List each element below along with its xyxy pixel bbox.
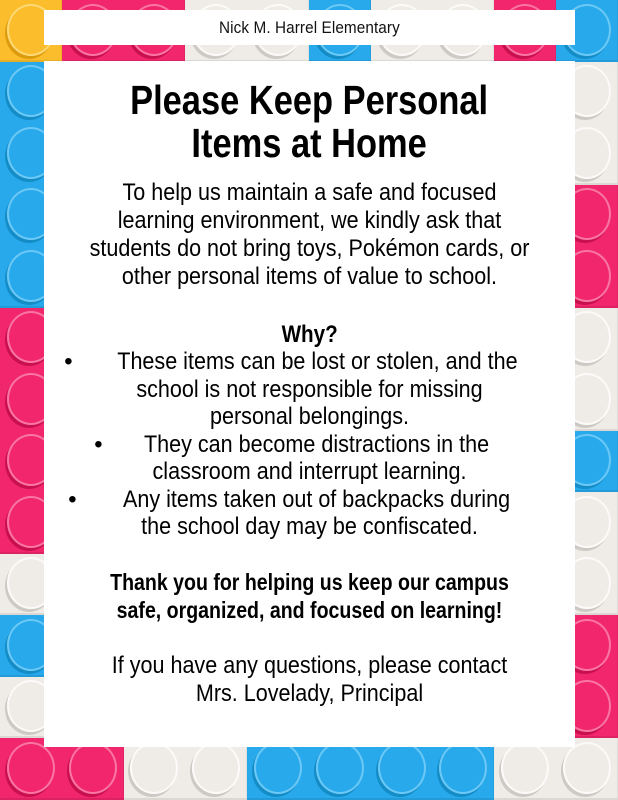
pink-brick <box>0 738 124 800</box>
bullet-icon: • <box>64 348 73 375</box>
contact-line: Mrs. Lovelady, Principal <box>195 680 424 707</box>
reason-line: Any items taken out of backpacks during <box>122 485 511 513</box>
reason-line: personal belongings. <box>210 403 409 430</box>
bullet-icon: • <box>68 485 77 513</box>
title-line-2: Items at Home <box>191 120 428 166</box>
school-name: Nick M. Harrel Elementary <box>219 17 400 37</box>
white-brick <box>494 738 618 800</box>
page-title <box>44 79 575 165</box>
brick-stud-icon <box>192 742 240 794</box>
bullet-icon: • <box>94 430 103 458</box>
school-name-banner <box>44 10 575 45</box>
reasons-list <box>44 348 575 541</box>
thank-you-message <box>44 568 575 624</box>
brick-stud-icon <box>563 742 611 794</box>
title-line-1: Please Keep Personal <box>130 77 489 123</box>
thanks-line: Thank you for helping us keep our campus <box>110 569 509 595</box>
brick-stud-icon <box>439 742 487 794</box>
brick-stud-icon <box>254 742 302 794</box>
intro-line: other personal items of value to school. <box>121 263 498 290</box>
brick-stud-icon <box>378 742 426 794</box>
reason-item-1 <box>44 348 575 431</box>
intro-paragraph <box>44 179 575 291</box>
blue-brick <box>247 738 494 800</box>
brick-stud-icon <box>130 742 178 794</box>
reason-line: the school day may be confiscated. <box>141 513 478 540</box>
why-heading-text: Why? <box>281 321 338 348</box>
white-brick <box>124 738 248 800</box>
thanks-line: safe, organized, and focused on learning! <box>116 597 503 623</box>
why-heading <box>44 321 575 349</box>
contact-line: If you have any questions, please contact <box>111 652 508 679</box>
contact-info <box>44 652 575 708</box>
brick-stud-icon <box>316 742 364 794</box>
reason-line: school is not responsible for missing <box>136 375 483 403</box>
brick-stud-icon <box>7 742 55 794</box>
notice-card <box>44 61 575 747</box>
reason-line: classroom and interrupt learning. <box>152 458 467 485</box>
reason-item-3 <box>44 486 575 541</box>
intro-line: students do not bring toys, Pokémon cards, or <box>89 235 530 262</box>
intro-line: To help us maintain a safe and focused <box>122 179 497 206</box>
brick-stud-icon <box>501 742 549 794</box>
reason-item-2 <box>44 431 575 486</box>
brick-stud-icon <box>69 742 117 794</box>
intro-line: learning environment, we kindly ask that <box>117 207 502 234</box>
reason-line: These items can be lost or stolen, and the <box>117 348 518 375</box>
reason-line: They can become distractions in the <box>143 430 490 458</box>
